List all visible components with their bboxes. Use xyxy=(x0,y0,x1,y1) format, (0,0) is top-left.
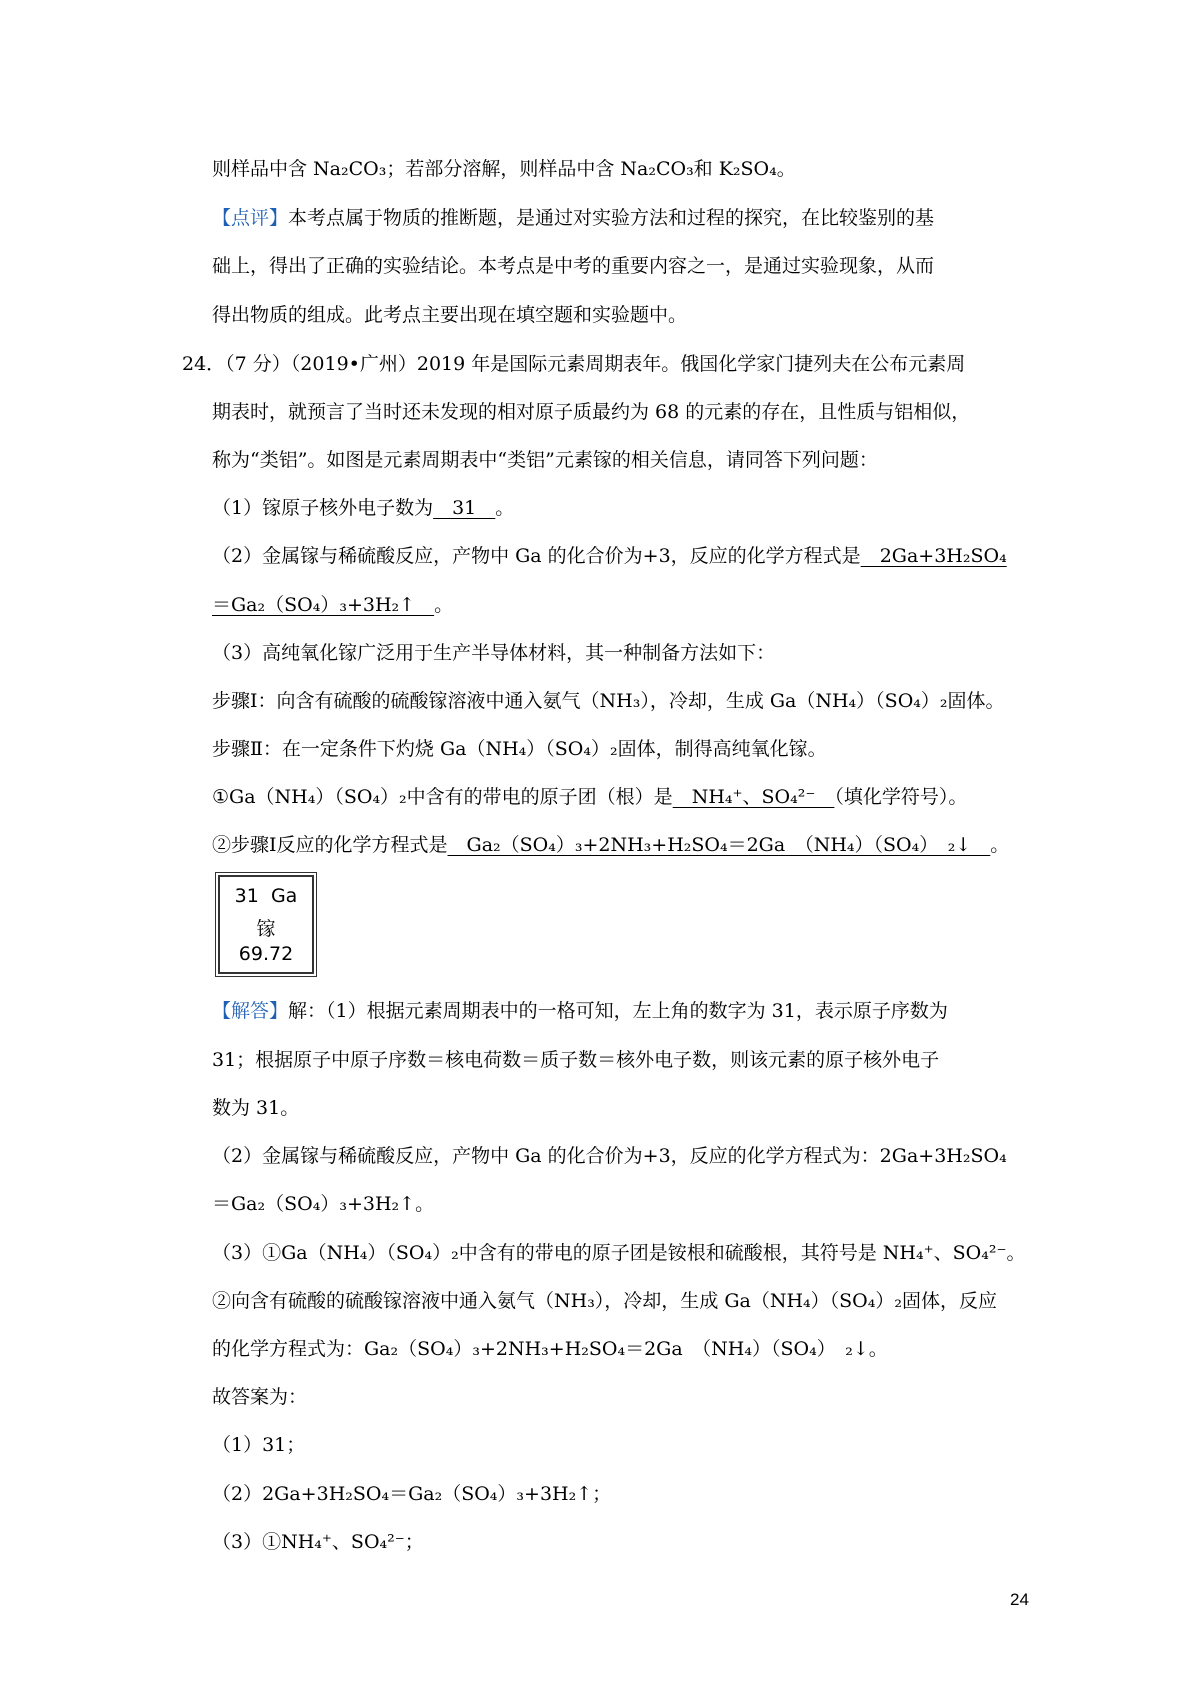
text-line: ＝Ga₂（SO₄）₃+3H₂↑。 xyxy=(212,1193,435,1215)
text-span: （填化学符号）。 xyxy=(834,786,968,808)
atomic-number: 31 xyxy=(234,885,259,907)
element-header xyxy=(220,885,312,907)
text-span: ②步骤Ⅰ反应的化学方程式是 xyxy=(212,834,448,856)
text-span: 本考点属于物质的推断题，是通过对实验方法和过程的探究，在比较鉴别的基 xyxy=(288,207,935,229)
solution-tag: 【解答】 xyxy=(212,1000,289,1022)
text-line: （2）金属镓与稀硫酸反应，产物中 Ga 的化合价为+3，反应的化学方程式为：2Ga+3H₂SO₄ xyxy=(212,1145,1007,1167)
text-line: 数为 31。 xyxy=(212,1097,300,1119)
step-1: 步骤Ⅰ：向含有硫酸的硫酸镓溶液中通入氨气（NH₃），冷却，生成 Ga（NH₄）（SO₄）₂固体。 xyxy=(212,690,1005,712)
answer-1: 31 xyxy=(433,497,496,519)
text-line: （3）①Ga（NH₄）（SO₄）₂中含有的带电的原子团是铵根和硫酸根，其符号是 NH₄⁺、SO₄²⁻。 xyxy=(212,1242,1026,1264)
text-line: 31；根据原子中原子序数＝核电荷数＝质子数＝核外电子数，则该元素的原子核外电子 xyxy=(212,1049,940,1071)
question-2 xyxy=(212,543,1007,569)
text-line: 故答案为： xyxy=(212,1386,308,1408)
text-span: （1）镓原子核外电子数为 xyxy=(212,497,434,519)
solution-line xyxy=(212,998,948,1024)
text-span: 。 xyxy=(434,594,454,616)
text-line: 础上，得出了正确的实验结论。本考点是中考的重要内容之一，是通过实验现象，从而 xyxy=(212,255,935,277)
text-line: 期表时，就预言了当时还未发现的相对原子质最约为 68 的元素的存在，且性质与铝相似， xyxy=(212,401,971,423)
text-line: 的化学方程式为：Ga₂（SO₄）₃+2NH₃+H₂SO₄＝2Ga （NH₄）（SO₄） ₂↓。 xyxy=(212,1338,888,1360)
answer-summary-2: （2）2Ga+3H₂SO₄＝Ga₂（SO₄）₃+3H₂↑； xyxy=(212,1483,612,1505)
page-number: 24 xyxy=(1010,1590,1029,1609)
answer-summary-1: （1）31； xyxy=(212,1434,306,1456)
element-cell-gallium xyxy=(218,875,314,974)
comment-tag: 【点评】 xyxy=(212,207,289,229)
text-span: 。 xyxy=(990,834,1010,856)
element-name: 镓 xyxy=(256,918,276,940)
answer-3-1: NH₄⁺、SO₄²⁻ xyxy=(672,786,835,808)
text-span: ①Ga（NH₄）（SO₄）₂中含有的带电的原子团（根）是 xyxy=(212,786,673,808)
text-line: 得出物质的组成。此考点主要出现在填空题和实验题中。 xyxy=(212,304,688,326)
text-span: 解：（1）根据元素周期表中的一格可知，左上角的数字为 31，表示原子序数为 xyxy=(288,1000,948,1022)
answer-3-2: Ga₂（SO₄）₃+2NH₃+H₂SO₄＝2Ga （NH₄）（SO₄） ₂↓ xyxy=(447,834,991,856)
question-3-1 xyxy=(212,784,967,810)
atomic-mass: 69.72 xyxy=(238,943,294,965)
question-3-2 xyxy=(212,832,1009,858)
question-1 xyxy=(212,495,514,521)
text-span: （2）金属镓与稀硫酸反应，产物中 Ga 的化合价为+3，反应的化学方程式是 xyxy=(212,545,861,567)
comment-line xyxy=(212,205,934,231)
text-line: 称为“类铝”。如图是元素周期表中“类铝”元素镓的相关信息，请同答下列问题： xyxy=(212,449,878,471)
question-2-cont xyxy=(212,592,453,618)
text-line: 则样品中含 Na₂CO₃；若部分溶解，则样品中含 Na₂CO₃和 K₂SO₄。 xyxy=(212,158,796,180)
answer-2a: 2Ga+3H₂SO₄ xyxy=(860,545,1007,567)
answer-2b: ＝Ga₂（SO₄）₃+3H₂↑ xyxy=(212,594,435,616)
question-3: （3）高纯氧化镓广泛用于生产半导体材料，其一种制备方法如下： xyxy=(212,642,776,664)
text-line: ②向含有硫酸的硫酸镓溶液中通入氨气（NH₃），冷却，生成 Ga（NH₄）（SO₄）₂固体，反应 xyxy=(212,1290,997,1312)
element-symbol: Ga xyxy=(270,885,298,907)
question-title: 24．（7 分）（2019•广州）2019 年是国际元素周期表年。俄国化学家门捷列夫在公布元素周 xyxy=(182,353,966,375)
text-span: 。 xyxy=(495,497,515,519)
step-2: 步骤Ⅱ：在一定条件下灼烧 Ga（NH₄）（SO₄）₂固体，制得高纯氧化镓。 xyxy=(212,738,827,760)
answer-summary-3: （3）①NH₄⁺、SO₄²⁻； xyxy=(212,1531,424,1553)
